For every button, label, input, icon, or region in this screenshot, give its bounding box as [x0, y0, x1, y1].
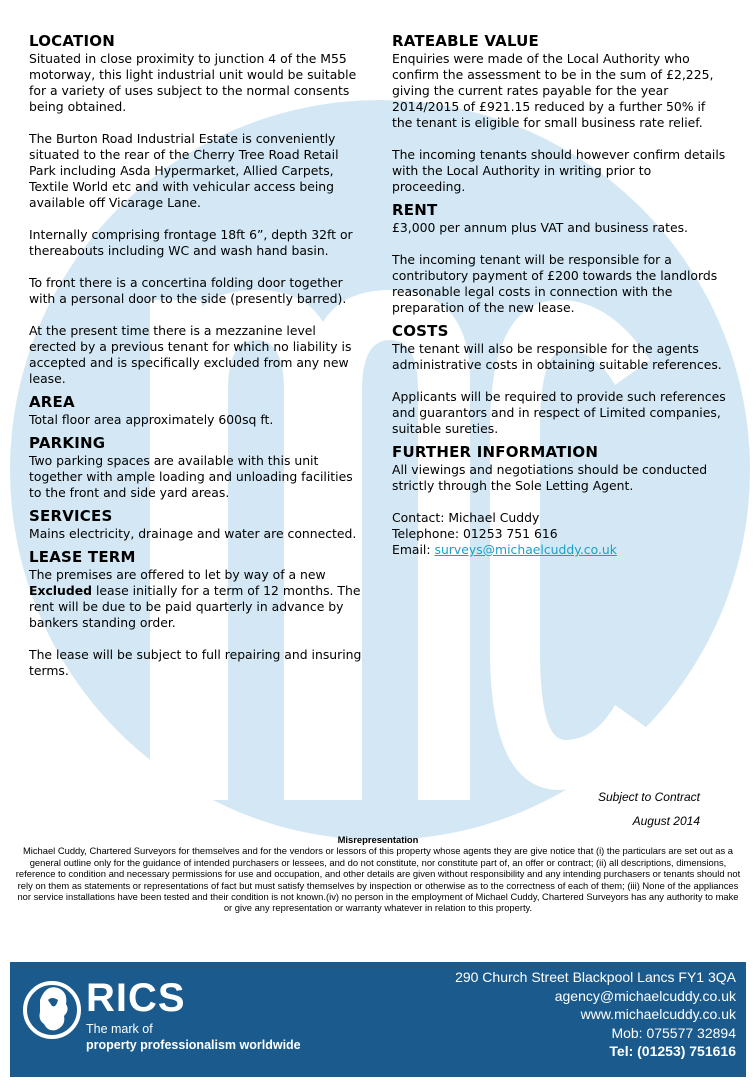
lease-term-paragraph: The lease will be subject to full repairing and insuring terms.: [29, 647, 362, 678]
footer-website[interactable]: www.michaelcuddy.co.uk: [580, 1006, 736, 1023]
location-paragraph: The Burton Road Industrial Estate is conveniently situated to the rear of the Cherry Tree Road Retail Park including Asda Hypermarket, Allied Carpets, Textile World etc and with vehicular access being available off Vicarage Lane.: [29, 131, 339, 210]
services-paragraph: Mains electricity, drainage and water are connected.: [29, 526, 357, 541]
misrepresentation-text: Michael Cuddy, Chartered Surveyors for themselves and for the vendors or lessors of this property whose agents they are give notice that (i) the particulars are set out as a general outline only for the guidance of intended purchasers or lessees, and do not constitute, nor constitute part of, an offer or contract; (ii) all descriptions, dimensions, reference to condition and necessary permissions for use and occupation, and other details are given without responsibility and any intending purchasers or tenants should not rely on them as statements or representations of fact but must satisfy themselves by inspection or otherwise as to the correctness of each of them; (iii) None of the appliances nor service installations have been tested and their condition is not known.(iv) no person in the employment of Michael Cuddy, Chartered Surveyors has any authority to make or give any representation or warranty whatever in relation to this property.: [15, 845, 741, 914]
area-heading: AREA: [29, 393, 75, 411]
rateable-value-section: [392, 32, 728, 195]
further-information-paragraph: All viewings and negotiations should be conducted strictly through the Sole Letting Agent.: [392, 462, 708, 493]
rent-paragraph: The incoming tenant will be responsible for a contributory payment of £200 towards the landlords reasonable legal costs in connection with the preparation of the new lease.: [392, 252, 718, 315]
lease-term-section: [29, 548, 363, 679]
right-column: [392, 32, 728, 560]
rateable-value-paragraph: Enquiries were made of the Local Authority who confirm the assessment to be in the sum of £2,225, giving the current rates payable for the year 2014/2015 of £921.15 reduced by a further 50% if the tenant is eligible for small business rate relief.: [392, 51, 714, 130]
services-heading: SERVICES: [29, 507, 113, 525]
lease-excluded-bold: Excluded: [29, 583, 93, 598]
rics-tagline-bold: property professionalism worldwide: [86, 1038, 301, 1052]
subject-to-contract: Subject to Contract: [597, 790, 700, 804]
contact-line: Contact: Michael Cuddy: [392, 510, 540, 525]
location-paragraph: To front there is a concertina folding door together with a personal door to the side (presently barred).: [29, 275, 347, 306]
further-information-section: [392, 443, 728, 558]
email-line: [392, 542, 728, 558]
parking-paragraph: Two parking spaces are available with this unit together with ample loading and unloading facilities to the front and side yard areas.: [29, 453, 353, 500]
lease-text-start: The premises are offered to let by way of a new: [29, 567, 326, 582]
area-section: [29, 393, 363, 428]
footer-address: 290 Church Street Blackpool Lancs FY1 3QA: [455, 969, 736, 985]
services-section: [29, 507, 363, 542]
misrepresentation-title: Misrepresentation: [337, 834, 419, 845]
rent-heading: RENT: [392, 201, 438, 219]
costs-paragraph: Applicants will be required to provide such references and guarantors and in respect of Limited companies, suitable sureties.: [392, 389, 726, 436]
rent-paragraph: £3,000 per annum plus VAT and business rates.: [392, 220, 688, 235]
rics-lion-logo-icon: [22, 970, 82, 1058]
parking-section: [29, 434, 363, 501]
costs-heading: COSTS: [392, 322, 449, 340]
rics-tagline: The mark of: [86, 1022, 153, 1036]
further-information-heading: FURTHER INFORMATION: [392, 443, 599, 461]
misrepresentation-notice: [14, 834, 742, 914]
lease-term-heading: LEASE TERM: [29, 548, 136, 566]
rics-wordmark: RICS: [86, 976, 186, 1020]
location-paragraph: At the present time there is a mezzanine level erected by a previous tenant for which no liability is accepted and is specifically excluded from any new lease.: [29, 323, 352, 386]
location-heading: LOCATION: [29, 32, 115, 50]
rateable-value-paragraph: The incoming tenants should however confirm details with the Local Authority in writing prior to proceeding.: [392, 147, 726, 194]
location-paragraph: Situated in close proximity to junction 4 of the M55 motorway, this light industrial unit would be suitable for a variety of uses subject to the normal consents being obtained.: [29, 51, 357, 114]
location-paragraph: Internally comprising frontage 18ft 6”, depth 32ft or thereabouts including WC and wash hand basin.: [29, 227, 353, 258]
footer-contact-block: [455, 968, 736, 1061]
footer-mobile: Mob: 075577 32894: [611, 1024, 736, 1041]
footer-email[interactable]: agency@michaelcuddy.co.uk: [554, 987, 736, 1004]
location-section: [29, 32, 363, 387]
rent-section: [392, 201, 728, 316]
rateable-value-heading: RATEABLE VALUE: [392, 32, 539, 50]
lease-text-end: lease initially for a term of 12 months. The rent will be due to be paid quarterly in advance by bankers standing order.: [29, 583, 361, 630]
costs-section: [392, 322, 728, 437]
footer-banner: [10, 962, 746, 1077]
date-label: August 2014: [632, 814, 700, 828]
costs-paragraph: The tenant will also be responsible for the agents administrative costs in obtaining suitable references.: [392, 341, 722, 372]
area-paragraph: Total floor area approximately 600sq ft.: [29, 412, 274, 427]
footer-telephone: Tel: (01253) 751616: [609, 1043, 736, 1060]
lease-term-paragraph: [29, 567, 363, 631]
left-column: [29, 32, 363, 685]
telephone-line: Telephone: 01253 751 616: [392, 526, 558, 541]
email-label: Email:: [392, 542, 435, 557]
parking-heading: PARKING: [29, 434, 106, 452]
email-link[interactable]: surveys@michaelcuddy.co.uk: [434, 542, 617, 557]
